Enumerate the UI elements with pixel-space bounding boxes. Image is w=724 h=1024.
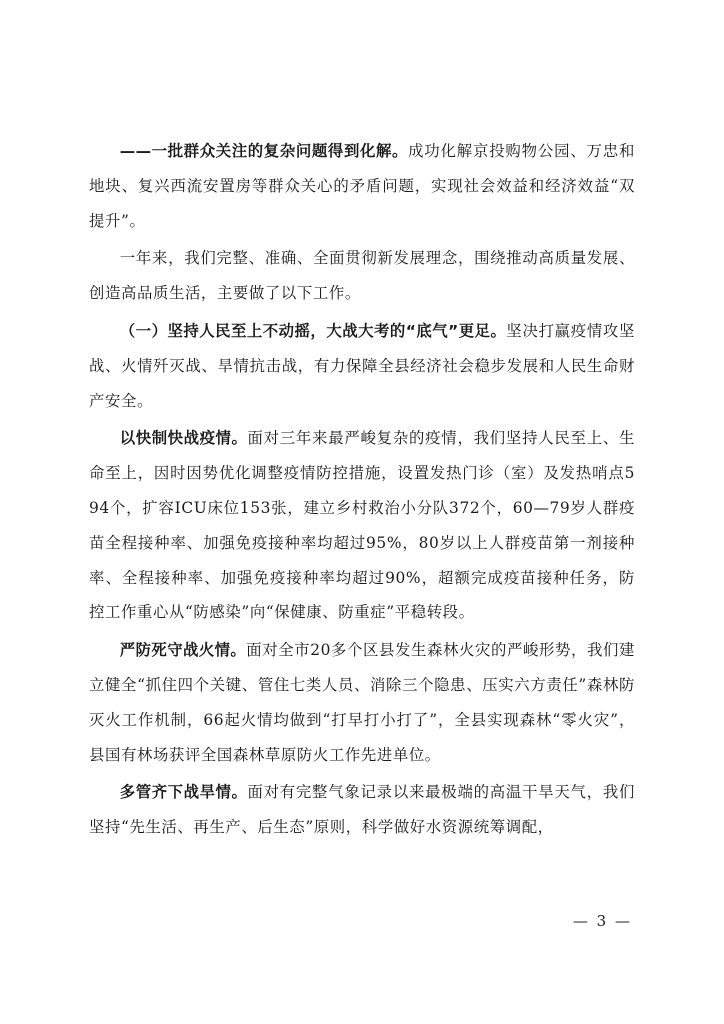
paragraph-section-one	[89, 314, 635, 418]
page-number: — 3 —	[572, 912, 632, 930]
section-heading: （一）坚持人民至上不动摇，大战大考的“底气”更足。	[119, 321, 507, 340]
paragraph-year-summary	[89, 241, 635, 311]
paragraph-text: 坚决打赢疫情攻坚战、火情歼灭战、旱情抗击战，有力保障全县经济社会稳步发展和人民生命财产安全。	[89, 321, 635, 410]
paragraph-lead: 多管齐下战旱情。	[119, 783, 248, 802]
paragraph-text: 成功化解京投购物公园、万忠和地块、复兴西流安置房等群众关心的矛盾问题，实现社会效益和经济效益“双提升”。	[89, 142, 636, 230]
paragraph-text: 面对三年来最严峻复杂的疫情，我们坚持人民至上、生命至上，因时因势优化调整疫情防控措施，设置发热门诊（室）及发热哨点594个，扩容ICU床位153张，建立乡村救治小分队372个，60—79岁人群疫苗全程接种率、加强免疫接种率均超过95%，80岁以上人群疫苗第一剂接种率、全程接种率、加强免疫接种率均超过90%，超额完成疫苗接种任务，防控工作重心从“防感染”向“保健康、防重症”平稳转段。	[89, 429, 635, 622]
paragraph-lead: 严防死守战火情。	[119, 641, 247, 660]
paragraph-text: 一年来，我们完整、准确、全面贯彻新发展理念，围绕推动高质量发展、创造高品质生活，主要做了以下工作。	[89, 249, 635, 303]
document-body	[89, 134, 635, 848]
paragraph-lead: 以快制快战疫情。	[119, 429, 248, 448]
paragraph-lead: ——一批群众关注的复杂问题得到化解。	[119, 142, 409, 160]
paragraph-problems-resolved	[89, 134, 635, 238]
paragraph-text: 面对有完整气象记录以来最极端的高温干旱天气，我们坚持“先生活、再生产、后生态”原则，科学做好水资源统筹调配，	[89, 783, 635, 837]
paragraph-text: 面对全市20多个区县发生森林火灾的严峻形势，我们建立健全“抓住四个关键、管住七类人员、消除三个隐患、压实六方责任”森林防灭火工作机制，66起火情均做到“打早打小打了”，全县实现森林“零火灾”，县国有林场获评全国森林草原防火工作先进单位。	[89, 641, 635, 764]
paragraph-epidemic	[89, 421, 635, 630]
paragraph-fire	[89, 633, 635, 772]
paragraph-drought	[89, 775, 635, 845]
